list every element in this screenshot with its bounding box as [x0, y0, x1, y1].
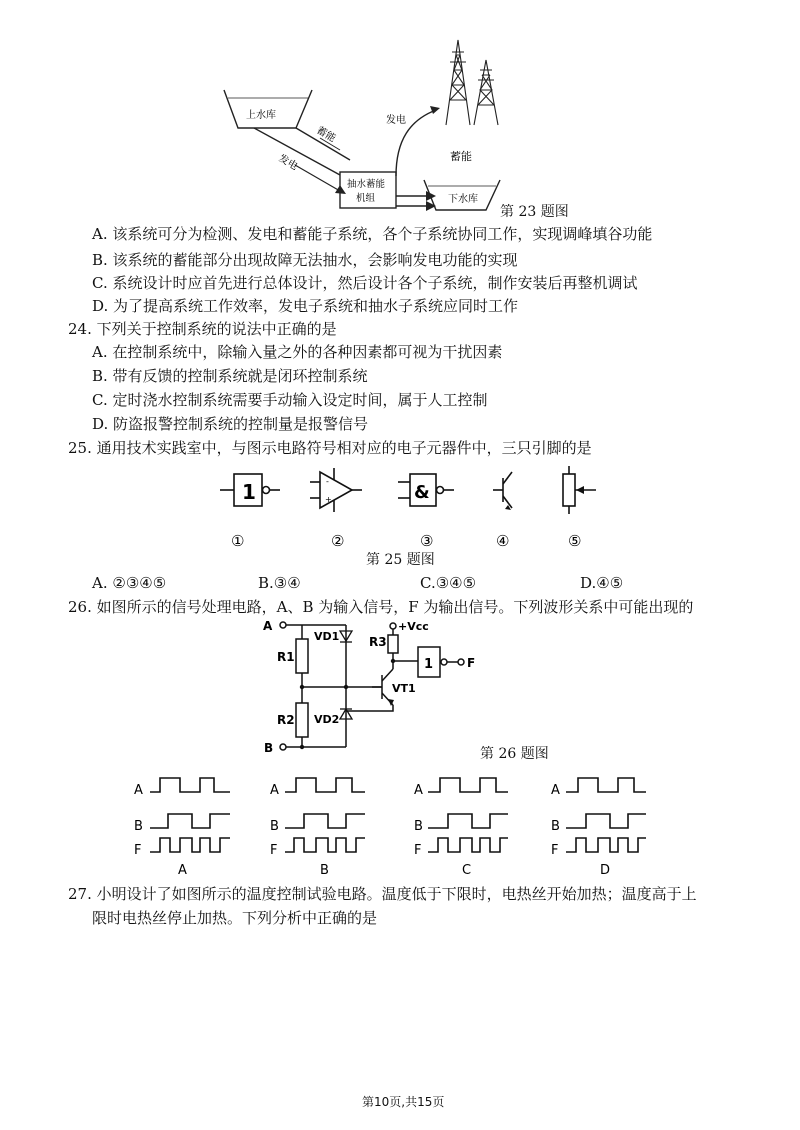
unit-label-1: 抽水蓄能: [347, 179, 386, 190]
r2-label: R2: [277, 713, 295, 727]
q26-stem: 26. 如图所示的信号处理电路，A、B 为输入信号，F 为输出信号。下列波形关系中可能出现的: [68, 598, 694, 616]
generate-pipe-label: 发电: [276, 153, 300, 173]
and-gate-label: &: [414, 482, 430, 503]
q24-option-b: B. 带有反馈的控制系统就是闭环控制系统: [92, 367, 368, 385]
q23-option-a: A. 该系统可分为检测、发电和蓄能子系统，各个子系统协同工作，实现调峰填谷功能: [92, 225, 653, 243]
not-gate-label: 1: [242, 480, 256, 504]
symbol-num-1: ①: [231, 532, 245, 550]
vd2-label: VD2: [314, 713, 340, 726]
wave-c-a: A: [414, 783, 423, 798]
q25-symbols: [0, 460, 800, 560]
q27-stem-line1: 27. 小明设计了如图所示的温度控制试验电路。温度低于下限时，电热丝开始加热；温度高于上: [68, 885, 697, 903]
q23-option-d: D. 为了提高系统工作效率，发电子系统和抽水子系统应同时工作: [92, 297, 519, 315]
q25-answer-d: D.④⑤: [580, 574, 624, 592]
q24-stem: 24. 下列关于控制系统的说法中正确的是: [68, 320, 337, 338]
wave-a-f: F: [134, 843, 142, 858]
r3-label: R3: [369, 635, 387, 649]
circuit-b-label: B: [264, 741, 274, 755]
wave-b-b: B: [270, 819, 279, 834]
circuit-f-label: F: [467, 656, 476, 670]
gate-label: 1: [424, 657, 434, 672]
q26-caption: 第 26 题图: [480, 746, 549, 762]
q25-answer-a: A. ②③④⑤: [92, 574, 167, 592]
generate-arrow-label: 发电: [386, 115, 406, 126]
wave-d-f: F: [551, 843, 559, 858]
symbol-num-3: ③: [420, 532, 434, 550]
wave-c-f: F: [414, 843, 422, 858]
q24-option-d: D. 防盗报警控制系统的控制量是报警信号: [92, 415, 369, 433]
wave-d-label: D: [600, 863, 611, 878]
wave-d-a: A: [551, 783, 560, 798]
lower-reservoir-label: 下水库: [448, 194, 478, 205]
unit-label-2: 机组: [356, 193, 376, 204]
wave-b-label: B: [320, 863, 329, 878]
wave-a-label: A: [178, 863, 187, 878]
page-footer: 第10页,共15页: [362, 1095, 445, 1109]
q25-stem: 25. 通用技术实践室中，与图示电路符号相对应的电子元器件中，三只引脚的是: [68, 439, 592, 457]
q23-caption: 第 23 题图: [500, 204, 569, 220]
wave-b-a: A: [270, 783, 279, 798]
q23-figure: [0, 0, 800, 220]
q24-option-c: C. 定时浇水控制系统需要手动输入设定时间，属于人工控制: [92, 391, 488, 409]
store-pipe-label: 蓄能: [314, 125, 338, 145]
q27-stem-line2: 限时电热丝停止加热。下列分析中正确的是: [92, 909, 378, 927]
vcc-label: +Vcc: [398, 620, 429, 633]
q25-answer-c: C.③④⑤: [420, 574, 477, 592]
wave-a-a: A: [134, 783, 143, 798]
q25-answer-b: B.③④: [258, 574, 301, 592]
wave-c-label: C: [462, 863, 472, 878]
store-label: 蓄能: [450, 150, 472, 163]
q24-option-a: A. 在控制系统中，除输入量之外的各种因素都可视为干扰因素: [92, 343, 503, 361]
symbol-num-5: ⑤: [568, 532, 582, 550]
wave-b-f: F: [270, 843, 278, 858]
q23-option-c: C. 系统设计时应首先进行总体设计，然后设计各个子系统，制作安装后再整机调试: [92, 274, 638, 292]
upper-reservoir-label: 上水库: [246, 110, 276, 121]
wave-c-b: B: [414, 819, 423, 834]
vd1-label: VD1: [314, 630, 340, 643]
wave-a-b: B: [134, 819, 143, 834]
q23-option-b: B. 该系统的蓄能部分出现故障无法抽水，会影响发电功能的实现: [92, 251, 518, 269]
r1-label: R1: [277, 650, 295, 664]
q26-circuit: [0, 615, 800, 755]
vt1-label: VT1: [392, 682, 416, 695]
svg-text:-: -: [326, 477, 329, 486]
symbol-num-2: ②: [331, 532, 345, 550]
svg-text:+: +: [325, 495, 332, 504]
symbol-num-4: ④: [496, 532, 510, 550]
wave-d-b: B: [551, 819, 560, 834]
q26-waveforms: [0, 770, 800, 880]
q25-caption: 第 25 题图: [366, 552, 435, 568]
circuit-a-label: A: [263, 619, 273, 633]
